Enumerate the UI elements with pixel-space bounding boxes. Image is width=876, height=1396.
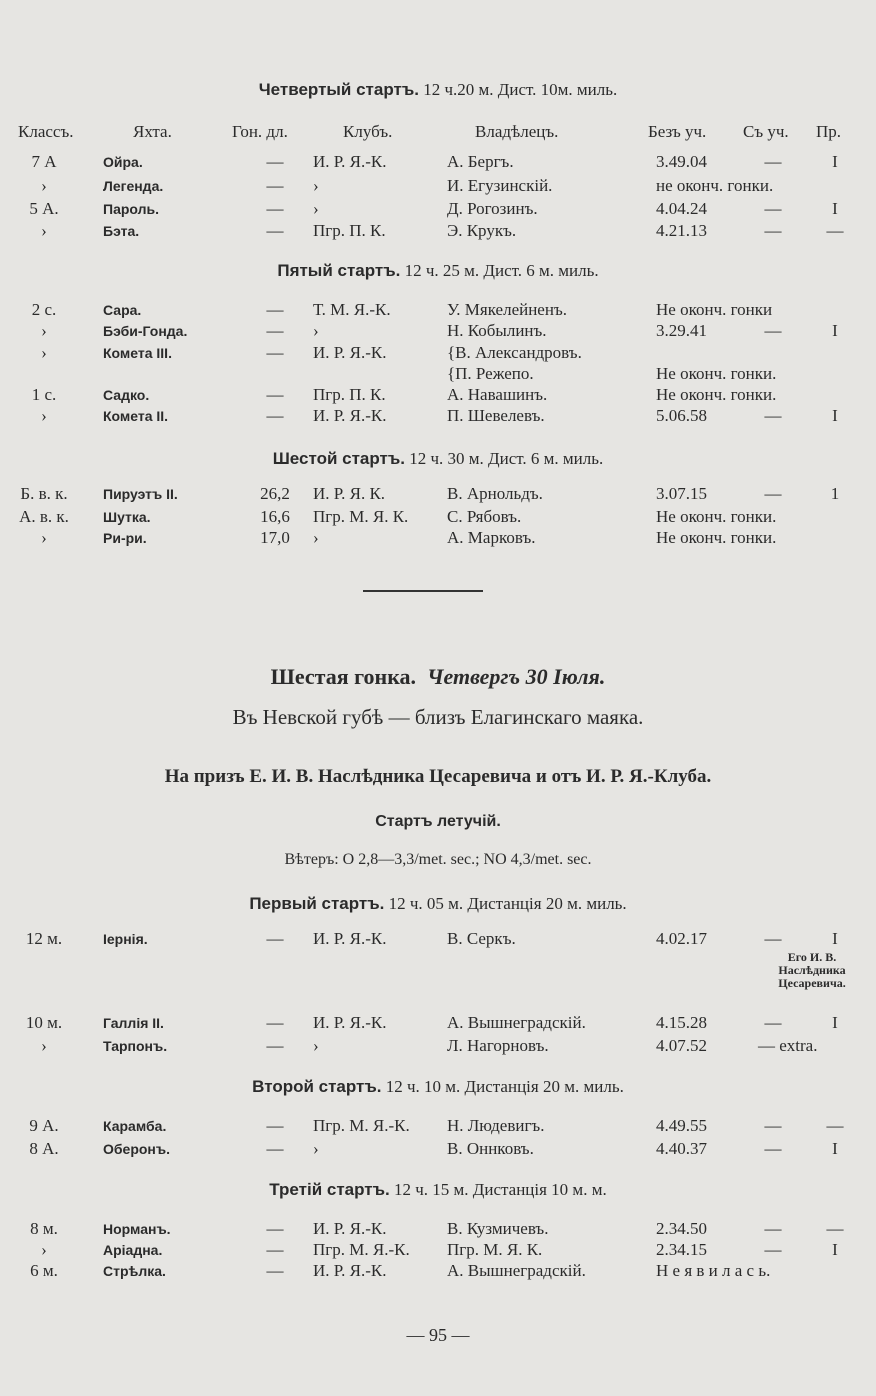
cell-time: Н е я в и л а с ь. xyxy=(656,1261,771,1280)
table-row xyxy=(0,300,876,322)
table-row xyxy=(0,321,876,343)
cell-club: И. Р. Я.-К. xyxy=(313,929,387,948)
cell-corr: — xyxy=(764,406,782,425)
cell-club: И. Р. Я.-К. xyxy=(313,343,387,362)
table-row xyxy=(0,528,876,550)
column-header: Пр. xyxy=(816,122,842,141)
cell-yacht: Садко. xyxy=(103,387,150,403)
cell-club: Т. М. Я.-К. xyxy=(313,300,391,319)
cell-owner: В. Серкъ. xyxy=(447,929,516,948)
cell-time: Не оконч. гонки. xyxy=(656,528,777,547)
cell-corr: — xyxy=(764,221,782,240)
table-row xyxy=(0,152,876,174)
cell-len: — xyxy=(266,343,284,362)
cell-len: — xyxy=(266,385,284,404)
cell-time: 2.34.50 xyxy=(656,1219,707,1238)
cell-len: — xyxy=(266,1240,284,1259)
cell-len: 26,2 xyxy=(260,484,290,503)
cell-place: I xyxy=(832,321,838,340)
cell-owner: А. Вышнеградскій. xyxy=(447,1261,586,1280)
cell-club: › xyxy=(313,528,319,547)
cell-len: — xyxy=(266,1139,284,1158)
cell-owner: П. Шевелевъ. xyxy=(447,406,545,425)
cell-cls: 2 с. xyxy=(31,300,57,319)
cell-len: — xyxy=(266,152,284,171)
cell-club: Пгр. М. Я.-К. xyxy=(313,1240,410,1259)
cell-cls: 9 А. xyxy=(29,1116,59,1135)
cell-cls: › xyxy=(41,221,47,240)
cell-place: — xyxy=(826,1116,844,1135)
table-row xyxy=(0,199,876,221)
cell-place: I xyxy=(832,152,838,171)
cell-yacht: Аріадна. xyxy=(103,1242,163,1258)
table-row xyxy=(0,1013,876,1035)
cell-owner: Н. Людевигъ. xyxy=(447,1116,545,1135)
cell-corr: — xyxy=(764,1013,782,1032)
table-row xyxy=(0,221,876,243)
table-row xyxy=(0,343,876,365)
cell-len: — xyxy=(266,1116,284,1135)
table-row xyxy=(0,406,876,428)
cell-time: 4.02.17 xyxy=(656,929,707,948)
cell-len: — xyxy=(266,221,284,240)
cell-club: › xyxy=(313,1139,319,1158)
cell-time: Не оконч. гонки xyxy=(656,300,773,319)
cell-owner: В. Арнольдъ. xyxy=(447,484,543,503)
start-heading xyxy=(8,449,868,469)
start-details: 12 ч. 10 м. Дистанція 20 м. миль. xyxy=(381,1077,624,1096)
column-header-row xyxy=(0,122,876,144)
cell-time: Не оконч. гонки. xyxy=(656,364,777,383)
start-heading xyxy=(8,80,868,100)
cell-owner: Пгр. М. Я. К. xyxy=(447,1240,543,1259)
cell-yacht: Легенда. xyxy=(103,178,164,194)
race-location: Въ Невской губѣ — близъ Елагинскаго маяка. xyxy=(232,705,644,729)
table-row xyxy=(0,1240,876,1262)
cell-yacht: Сара. xyxy=(103,302,142,318)
cell-len: 17,0 xyxy=(260,528,290,547)
cell-club: › xyxy=(313,176,319,195)
wind-info: Вѣтеръ: О 2,8—3,3/met. sec.; NO 4,3/met. sec. xyxy=(284,851,592,868)
cell-time: не оконч. гонки. xyxy=(656,176,774,195)
cell-cls: 8 м. xyxy=(30,1219,58,1238)
table-row xyxy=(0,385,876,407)
start-label: Первый стартъ. xyxy=(249,894,385,913)
cell-cls: 6 м. xyxy=(30,1261,58,1280)
cell-place: I xyxy=(832,199,838,218)
start-label: Второй стартъ. xyxy=(252,1077,382,1096)
cell-owner: {П. Режепо. xyxy=(447,364,534,383)
cell-corr: — extra. xyxy=(758,1036,818,1055)
cell-corr: — xyxy=(764,1116,782,1135)
cell-club: И. Р. Я.-К. xyxy=(313,1261,387,1280)
cell-club: Пгр. П. К. xyxy=(313,385,386,404)
start-type: Стартъ летучій. xyxy=(375,813,501,830)
cell-yacht: Ри-ри. xyxy=(103,530,147,546)
page-number: — 95 — xyxy=(406,1325,470,1345)
cell-time: Не оконч. гонки. xyxy=(656,507,777,526)
cell-cls: › xyxy=(41,406,47,425)
cell-owner: А. Навашинъ. xyxy=(447,385,548,404)
table-row xyxy=(0,1219,876,1241)
cell-time: 5.06.58 xyxy=(656,406,707,425)
start-heading xyxy=(8,1180,868,1200)
cell-club: Пгр. М. Я. К. xyxy=(313,507,409,526)
cell-cls: 7 А xyxy=(31,152,57,171)
cell-owner: У. Мякелейненъ. xyxy=(447,300,567,319)
cell-time: 4.21.13 xyxy=(656,221,707,240)
cell-cls: › xyxy=(41,176,47,195)
start-label: Четвертый стартъ. xyxy=(258,80,419,99)
cell-club: И. Р. Я.-К. xyxy=(313,1219,387,1238)
cell-time: 4.49.55 xyxy=(656,1116,707,1135)
cell-cls: 8 А. xyxy=(29,1139,59,1158)
cell-len: — xyxy=(266,321,284,340)
start-heading xyxy=(8,261,868,281)
prize-note: Его И. В. Наслѣдника Цесаревича. xyxy=(778,950,846,990)
cell-owner: И. Егузинскій. xyxy=(447,176,553,195)
cell-cls: 12 м. xyxy=(25,929,63,948)
cell-club: И. Р. Я.-К. xyxy=(313,406,387,425)
table-row xyxy=(0,1261,876,1283)
cell-place: I xyxy=(832,929,838,948)
cell-owner: Л. Нагорновъ. xyxy=(447,1036,549,1055)
cell-len: — xyxy=(266,406,284,425)
cell-corr: — xyxy=(764,484,782,503)
cell-corr: — xyxy=(764,1139,782,1158)
cell-yacht: Стрѣлка. xyxy=(103,1263,166,1279)
table-row xyxy=(0,929,876,951)
race-name: Шестая гонка. xyxy=(270,664,417,689)
table-row xyxy=(0,1139,876,1161)
race-prize: На призъ Е. И. В. Наслѣдника Цесаревича и отъ И. Р. Я.-Клуба. xyxy=(164,766,712,787)
cell-club: И. Р. Я.-К. xyxy=(313,1013,387,1032)
table-row xyxy=(0,484,876,506)
start-heading xyxy=(8,1077,868,1097)
cell-corr: — xyxy=(764,321,782,340)
column-header: Съ уч. xyxy=(743,122,789,141)
start-details: 12 ч. 30 м. Дист. 6 м. миль. xyxy=(404,449,604,468)
cell-club: И. Р. Я. К. xyxy=(313,484,386,503)
start-details: 12 ч.20 м. Дист. 10м. миль. xyxy=(418,80,618,99)
cell-cls: › xyxy=(41,1036,47,1055)
cell-club: › xyxy=(313,321,319,340)
start-label: Шестой стартъ. xyxy=(272,449,405,468)
cell-yacht: Пируэтъ II. xyxy=(103,486,178,502)
cell-time: 4.07.52 xyxy=(656,1036,707,1055)
table-row xyxy=(0,1116,876,1138)
cell-owner: А. Бергъ. xyxy=(447,152,514,171)
column-header: Яхта. xyxy=(133,122,172,141)
cell-owner: Д. Рогозинъ. xyxy=(447,199,538,218)
start-details: 12 ч. 25 м. Дист. 6 м. миль. xyxy=(400,261,599,280)
start-label: Третій стартъ. xyxy=(269,1180,390,1199)
column-header: Клубъ. xyxy=(343,122,393,141)
cell-owner: {В. Александровъ. xyxy=(447,343,582,362)
cell-owner: В. Кузмичевъ. xyxy=(447,1219,549,1238)
cell-corr: — xyxy=(764,1219,782,1238)
cell-yacht: Комета III. xyxy=(103,345,172,361)
cell-owner: А. Вышнеградскій. xyxy=(447,1013,586,1032)
cell-cls: › xyxy=(41,528,47,547)
start-heading xyxy=(8,894,868,914)
cell-club: › xyxy=(313,1036,319,1055)
cell-club: И. Р. Я.-К. xyxy=(313,152,387,171)
cell-cls: А. в. к. xyxy=(19,507,69,526)
section-divider xyxy=(363,590,483,592)
cell-cls: › xyxy=(41,321,47,340)
cell-len: — xyxy=(266,1036,284,1055)
cell-yacht: Норманъ. xyxy=(103,1221,171,1237)
column-header: Гон. дл. xyxy=(232,122,288,141)
race-date: Четвергъ 30 Іюля. xyxy=(427,664,606,689)
cell-len: — xyxy=(266,199,284,218)
cell-owner: А. Марковъ. xyxy=(447,528,536,547)
cell-yacht: Тарпонъ. xyxy=(103,1038,168,1054)
cell-time: 3.49.04 xyxy=(656,152,707,171)
start-label: Пятый стартъ. xyxy=(277,261,401,280)
cell-club: Пгр. П. К. xyxy=(313,221,386,240)
column-header: Владѣлецъ. xyxy=(475,122,559,141)
column-header: Безъ уч. xyxy=(648,122,707,141)
cell-yacht: Пароль. xyxy=(103,201,159,217)
cell-yacht: Галлія II. xyxy=(103,1015,164,1031)
cell-yacht: Бэта. xyxy=(103,223,140,239)
cell-time: 4.04.24 xyxy=(656,199,707,218)
cell-corr: — xyxy=(764,199,782,218)
start-details: 12 ч. 05 м. Дистанція 20 м. миль. xyxy=(384,894,627,913)
cell-len: — xyxy=(266,929,284,948)
cell-len: — xyxy=(266,300,284,319)
cell-len: — xyxy=(266,176,284,195)
cell-len: — xyxy=(266,1013,284,1032)
cell-yacht: Шутка. xyxy=(103,509,151,525)
table-row xyxy=(0,507,876,529)
cell-yacht: Іернія. xyxy=(103,931,148,947)
cell-owner: Н. Кобылинъ. xyxy=(447,321,547,340)
race-title xyxy=(8,664,868,690)
cell-place: 1 xyxy=(830,484,840,503)
table-row xyxy=(0,1036,876,1058)
cell-time: Не оконч. гонки. xyxy=(656,385,777,404)
cell-time: 4.15.28 xyxy=(656,1013,707,1032)
cell-club: Пгр. М. Я.-К. xyxy=(313,1116,410,1135)
cell-cls: Б. в. к. xyxy=(20,484,68,503)
cell-time: 3.07.15 xyxy=(656,484,707,503)
table-row xyxy=(0,176,876,198)
cell-club: › xyxy=(313,199,319,218)
start-details: 12 ч. 15 м. Дистанція 10 м. м. xyxy=(389,1180,607,1199)
cell-cls: 1 с. xyxy=(31,385,57,404)
cell-corr: — xyxy=(764,152,782,171)
cell-corr: — xyxy=(764,929,782,948)
cell-owner: С. Рябовъ. xyxy=(447,507,522,526)
cell-yacht: Карамба. xyxy=(103,1118,167,1134)
cell-owner: Э. Крукъ. xyxy=(447,221,517,240)
cell-corr: — xyxy=(764,1240,782,1259)
column-header: Классъ. xyxy=(18,122,74,141)
cell-cls: 10 м. xyxy=(25,1013,63,1032)
cell-time: 2.34.15 xyxy=(656,1240,707,1259)
cell-cls: 5 А. xyxy=(29,199,59,218)
cell-time: 4.40.37 xyxy=(656,1139,707,1158)
cell-place: I xyxy=(832,406,838,425)
cell-time: 3.29.41 xyxy=(656,321,707,340)
cell-place: — xyxy=(826,1219,844,1238)
cell-len: — xyxy=(266,1219,284,1238)
cell-len: 16,6 xyxy=(260,507,290,526)
cell-owner: В. Оннковъ. xyxy=(447,1139,534,1158)
cell-place: I xyxy=(832,1139,838,1158)
cell-cls: › xyxy=(41,1240,47,1259)
cell-yacht: Комета II. xyxy=(103,408,169,424)
cell-place: I xyxy=(832,1240,838,1259)
cell-len: — xyxy=(266,1261,284,1280)
table-row xyxy=(0,364,876,386)
cell-yacht: Оберонъ. xyxy=(103,1141,170,1157)
cell-place: — xyxy=(826,221,844,240)
cell-place: I xyxy=(832,1013,838,1032)
cell-yacht: Ойра. xyxy=(103,154,143,170)
cell-yacht: Бэби-Гонда. xyxy=(103,323,188,339)
cell-cls: › xyxy=(41,343,47,362)
